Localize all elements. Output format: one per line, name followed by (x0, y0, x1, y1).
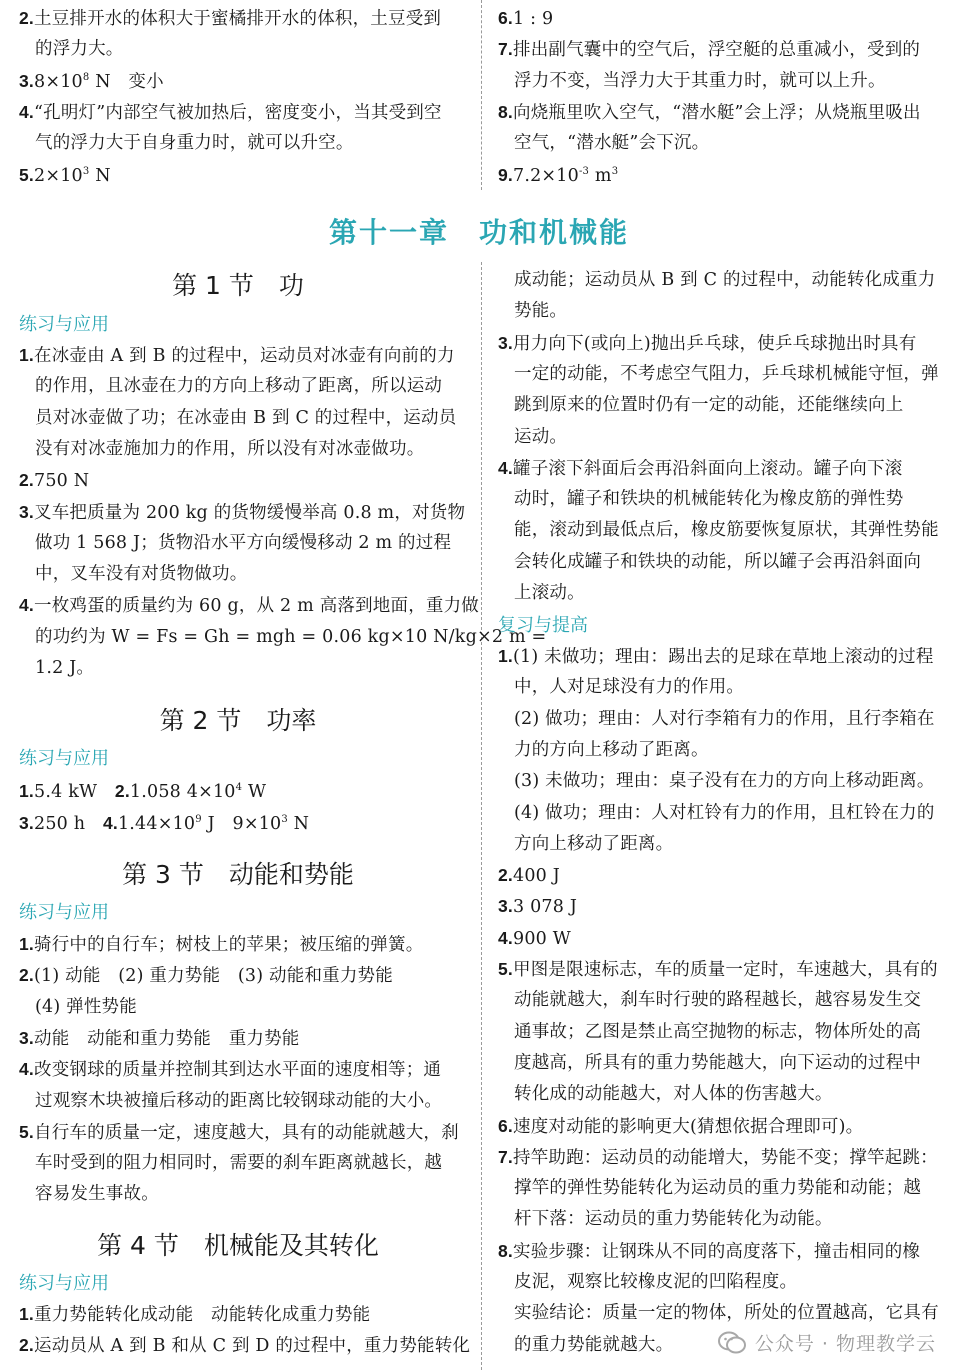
answer-line (19, 1054, 441, 1086)
answer-line (19, 590, 479, 622)
item-number: 1. (498, 646, 513, 666)
answer-line (514, 1204, 833, 1235)
answer-text: 持竿助跑：运动员的动能增大，势能不变；撑竿起跳： (513, 1147, 938, 1168)
answer-text: 实验结论：质量一定的物体，所处的位置越高，它具有 (514, 1303, 939, 1324)
answer-line (498, 34, 920, 66)
answer-line (19, 97, 442, 129)
item-number: 4. (498, 927, 513, 948)
section-2-title: 第 2 节 功率 (159, 706, 317, 735)
answer-line (514, 484, 903, 515)
section-2-line-1: 1.5.4 kW 2.1.058 $4\times 10^4$ W (19, 781, 267, 802)
superscript: -3 (578, 165, 590, 177)
answer-text: 上滚动。 (514, 583, 585, 603)
item-number: 3. (19, 1027, 34, 1048)
answer-line (498, 3, 553, 35)
answer-text-suffix: m (589, 165, 612, 186)
answer-line (498, 954, 938, 986)
answer-line (498, 1111, 863, 1143)
answer-line (514, 547, 921, 578)
answer-line (19, 340, 455, 372)
answer-text: 动时，罐子和铁块的机械能转化为橡皮筋的弹性势 (514, 489, 904, 510)
answer-text: 气的浮力大于自身重力时，就可以升空。 (35, 133, 354, 154)
answer-line (514, 1017, 921, 1048)
answer-line (514, 735, 709, 766)
answer-text: 400 J (513, 866, 560, 887)
answer-line (35, 1086, 442, 1117)
answer-text: 2×10 (34, 165, 83, 186)
item-number: 3. (498, 332, 513, 353)
item-number: 5. (498, 959, 513, 979)
answer-text: 杆下落：运动员的重力势能转化为动能。 (514, 1209, 833, 1230)
answer-text: (4) 做功；理由：人对杠铃有力的作用，且杠铃在力的 (514, 802, 935, 823)
answer-text: 转化成的动能越大，对人体的伤害越大。 (514, 1084, 833, 1105)
section-2-line-2: 3.250 h $4.1.44\times 10^9$ J $9\times 10^3$ N (19, 813, 310, 834)
answer-line (19, 929, 423, 961)
answer-text: 皮泥，观察比较橡皮泥的凹陷程度。 (514, 1272, 798, 1292)
item-number: 7. (498, 1146, 513, 1167)
answer-text: 的作用，且冰壶在力的方向上移动了距离，所以运动 (35, 376, 443, 397)
answer-text: 员对冰壶做了功；在冰壶由 B 到 C 的过程中，运动员 (35, 407, 457, 428)
answer-line (35, 128, 354, 159)
review-label: 复习与提高 (498, 615, 588, 635)
answer-text: 方向上移动了距离。 (514, 833, 674, 854)
answer-text: 没有对冰壶施加力的作用，所以没有对冰壶做功。 (35, 438, 425, 459)
answer-line (514, 672, 744, 703)
answer-text: 度越高，所具有的重力势能越大，向下运动的过程中 (514, 1052, 922, 1073)
answer-text: 甲图是限速标志，车的质量一定时，车速越大，具有的 (513, 960, 938, 980)
answer-line (514, 766, 935, 797)
answer-line (498, 641, 934, 673)
item-number: 4. (498, 457, 513, 478)
answer-line (514, 1079, 833, 1110)
answer-line (35, 559, 247, 590)
item-number: 1. (19, 934, 34, 954)
answer-line (514, 1267, 797, 1298)
answer-line (35, 1179, 159, 1210)
answer-text: 7.2×10 (513, 165, 579, 186)
watermark (717, 1329, 936, 1356)
answer-text: 改变钢球的质量并控制其到达水平面的速度相等；通 (34, 1060, 442, 1081)
answer-line (19, 960, 393, 992)
answer-line (514, 1298, 939, 1329)
answer-text: 1 : 9 (513, 9, 554, 29)
answer-line (514, 265, 935, 296)
answer-text: 向烧瓶里吹入空气，“潜水艇”会上浮；从烧瓶里吸出 (513, 102, 921, 123)
answer-line (514, 578, 585, 609)
item-number: 8. (498, 101, 513, 122)
answer-text: 土豆排开水的体积大于蜜橘排开水的体积，土豆受到 (34, 9, 442, 29)
item-number: 5. (19, 164, 34, 185)
answer-text: (3) 未做功；理由：桌子没有在力的方向上移动距离。 (514, 771, 935, 792)
item-number: 2. (19, 1335, 34, 1356)
item-number: 1. (19, 1304, 34, 1324)
answer-line (514, 1048, 921, 1079)
answer-line (498, 860, 560, 892)
answer-text: 骑行中的自行车；树枝上的苹果；被压缩的弹簧。 (34, 935, 424, 955)
item-number: 5. (19, 1121, 34, 1142)
item-number: 2. (498, 865, 513, 886)
answer-text: (1) 未做功；理由：踢出去的足球在草地上滚动的过程 (513, 647, 934, 667)
answer-text: 排出副气囊中的空气后，浮空艇的总重减小，受到的 (513, 40, 921, 61)
item-number: 6. (498, 1115, 513, 1136)
superscript: 8 (82, 71, 90, 83)
answer-text: 浮力不变，当浮力大于其重力时，就可以上升。 (514, 70, 886, 91)
answer-text: 通事故；乙图是禁止高空抛物的标志，物体所处的高 (514, 1021, 922, 1042)
answer-line (19, 1023, 300, 1055)
item-number: 4. (19, 595, 34, 616)
item-number: 3. (19, 501, 34, 522)
section-1-title: 第 1 节 功 (172, 271, 304, 300)
item-number: 2. (19, 8, 34, 28)
answer-text: 中，人对足球没有力的作用。 (514, 677, 745, 698)
answer-line (35, 653, 94, 684)
answer-text: 跳到原来的位置时仍有一定的动能，还能继续向上 (514, 395, 904, 416)
item-number: 6. (498, 8, 513, 28)
answer-text: 的重力势能就越大。 (514, 1334, 674, 1355)
answer-text: 做功 1 568 J；货物沿水平方向缓慢移动 2 m 的过程 (35, 532, 452, 553)
answer-text: 速度对动能的影响更大(猜想依据合理即可)。 (513, 1116, 864, 1137)
column-divider-main (481, 262, 482, 1370)
item-number: 9. (498, 164, 513, 185)
answer-text: 重力势能转化成动能 动能转化成重力势能 (34, 1305, 371, 1325)
answer-line (19, 160, 111, 192)
section-3-label: 练习与应用 (19, 902, 109, 922)
answer-text: 叉车把质量为 200 kg 的货物缓慢举高 0.8 m，对货物 (34, 502, 466, 523)
answer-text: 900 W (513, 928, 571, 949)
section-2-label: 练习与应用 (19, 748, 109, 768)
answer-text: 撑竿的弹性势能转化为运动员的重力势能和动能；越 (514, 1178, 922, 1199)
answer-text: “孔明灯”内部空气被加热后，密度变小，当其受到空 (34, 102, 442, 123)
answer-line (514, 390, 903, 421)
answer-line (498, 453, 902, 485)
answer-text: (1) 动能 (2) 重力势能 (3) 动能和重力势能 (34, 966, 393, 987)
answer-text: 能，滚动到最低点后，橡皮筋要恢复原状，其弹性势能 (514, 520, 939, 541)
answer-line (35, 992, 137, 1023)
answer-line (514, 66, 886, 97)
item-number: 2. (19, 470, 34, 491)
answer-line (35, 371, 442, 402)
answer-line (514, 422, 567, 453)
answer-text: 动能 动能和重力势能 重力势能 (34, 1028, 300, 1049)
answer-line (19, 465, 89, 497)
answer-text-suffix: N (89, 165, 111, 186)
answer-line (19, 1330, 470, 1362)
chapter-title: 第十一章 功和机械能 (328, 216, 629, 249)
answer-text-suffix: N 变小 (89, 71, 164, 92)
answer-line (19, 1299, 370, 1331)
answer-line (514, 704, 935, 735)
item-number: 4. (19, 101, 34, 122)
answer-line (19, 66, 164, 98)
answer-line (514, 985, 921, 1016)
answer-text: (2) 做功；理由：人对行李箱有力的作用，且行李箱在 (514, 708, 935, 729)
answer-line (498, 891, 577, 923)
answer-text: 3 078 J (513, 897, 578, 918)
section-1-label: 练习与应用 (19, 314, 109, 334)
answer-line (19, 3, 441, 35)
answer-line (514, 359, 939, 390)
answer-line (35, 434, 424, 465)
section-4-label: 练习与应用 (19, 1273, 109, 1293)
answer-line (514, 798, 935, 829)
answer-line (514, 128, 709, 159)
watermark-text: 公众号 · 物理教学云 (754, 1333, 936, 1355)
answer-line (498, 1142, 938, 1174)
answer-line (19, 1117, 459, 1149)
answer-text: 势能。 (514, 301, 568, 322)
answer-line (35, 1148, 442, 1179)
answer-line (19, 497, 465, 529)
wechat-icon (717, 1330, 747, 1356)
answer-text: (4) 弹性势能 (35, 996, 137, 1017)
answer-line (514, 515, 939, 546)
answer-text: 动能就越大，刹车时行驶的路程越长，越容易发生交 (514, 990, 922, 1011)
answer-text: 自行车的质量一定，速度越大，具有的动能就越大，刹 (34, 1122, 459, 1143)
answer-line (35, 403, 456, 434)
answer-text: 过观察木块被撞后移动的距离比较钢球动能的大小。 (35, 1090, 443, 1111)
answer-text: 力的方向上移动了距离。 (514, 739, 709, 760)
superscript: 3 (611, 165, 619, 177)
answer-text: 在冰壶由 A 到 B 的过程中，运动员对冰壶有向前的力 (34, 346, 455, 366)
answer-text: 的浮力大。 (35, 39, 124, 60)
column-divider-top (481, 0, 482, 190)
answer-text: 运动。 (514, 426, 568, 447)
item-number: 1. (19, 345, 34, 365)
answer-text: 成动能；运动员从 B 到 C 的过程中，动能转化成重力 (514, 270, 936, 290)
superscript: 3 (82, 165, 90, 177)
item-number: 4. (19, 1059, 34, 1080)
answer-text: 车时受到的阻力相同时，需要的刹车距离就越长，越 (35, 1153, 443, 1174)
answer-line (498, 328, 916, 360)
answer-line (514, 1173, 921, 1204)
answer-line (35, 34, 124, 65)
answer-text: 空气，“潜水艇”会下沉。 (514, 133, 710, 154)
answer-text: 会转化成罐子和铁块的动能，所以罐子会再沿斜面向 (514, 551, 922, 572)
answer-line (514, 829, 673, 860)
answer-text: 一枚鸡蛋的质量约为 60 g，从 2 m 高落到地面，重力做 (34, 596, 480, 617)
answer-line (498, 160, 618, 192)
answer-line (514, 1330, 673, 1361)
answer-line (35, 528, 451, 559)
answer-line (35, 622, 546, 653)
answer-text: 中，叉车没有对货物做功。 (35, 564, 248, 585)
answer-line (498, 923, 571, 955)
answer-line (498, 97, 921, 129)
item-number: 3. (498, 896, 513, 917)
answer-text: 容易发生事故。 (35, 1184, 159, 1205)
answer-text: 罐子滚下斜面后会再沿斜面向上滚动。罐子向下滚 (513, 458, 903, 479)
answer-text: 1.2 J。 (35, 658, 95, 678)
section-3-title: 第 3 节 动能和势能 (122, 860, 354, 889)
answer-text: 实验步骤：让钢珠从不同的高度落下，撞击相同的橡 (513, 1241, 921, 1262)
answer-text: 用力向下(或向上)抛出乒乓球，使乒乓球抛出时具有 (513, 333, 917, 354)
item-number: 7. (498, 39, 513, 60)
item-number: 3. (19, 70, 34, 91)
answer-text: 的功约为 W = Fs = Gh = mgh = 0.06 kg×10 N/kg×2 m = (35, 626, 547, 647)
answer-text: 8×10 (34, 71, 83, 92)
answer-text: 一定的动能，不考虑空气阻力，乒乓球机械能守恒，弹 (514, 363, 939, 384)
answer-text: 运动员从 A 到 B 和从 C 到 D 的过程中，重力势能转化 (34, 1336, 471, 1357)
section-4-title: 第 4 节 机械能及其转化 (97, 1231, 379, 1260)
item-number: 8. (498, 1240, 513, 1261)
answer-line (514, 296, 567, 327)
item-number: 2. (19, 965, 34, 986)
answer-line (498, 1236, 920, 1268)
answer-text: 750 N (34, 471, 90, 492)
